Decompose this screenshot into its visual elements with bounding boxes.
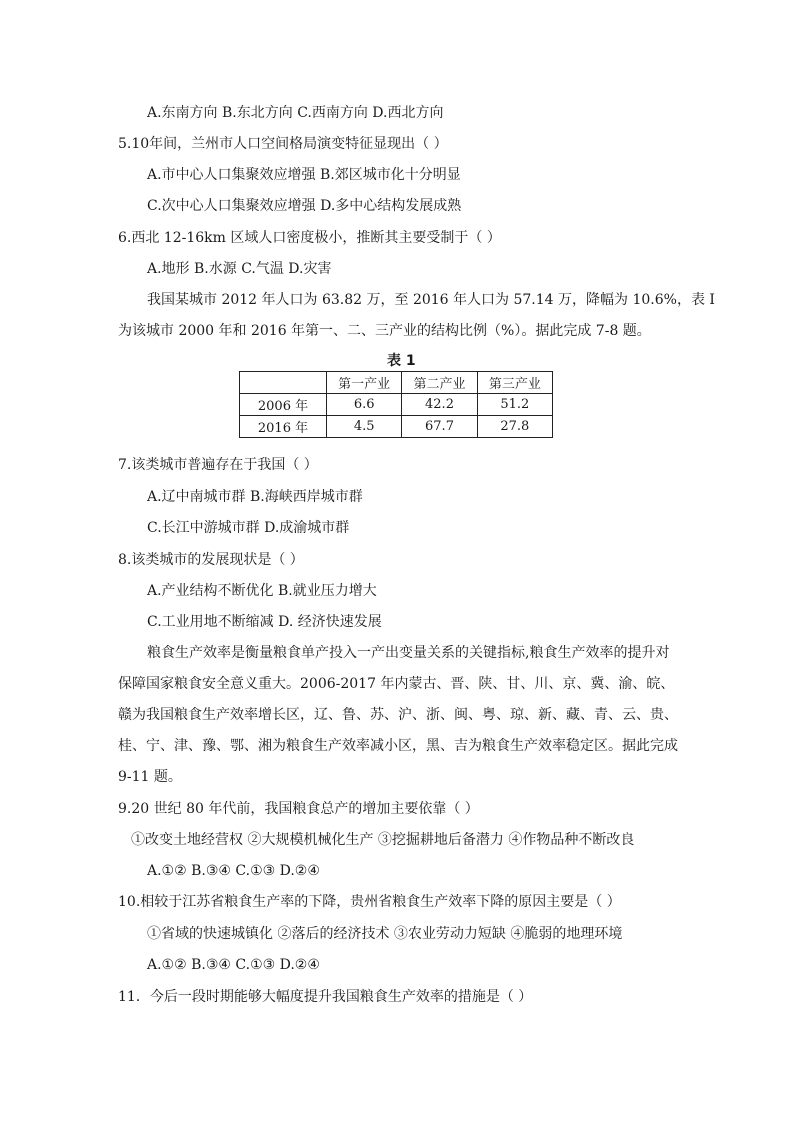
q7-options-ab: A.辽中南城市群 B.海峡西岸城市群 xyxy=(147,489,363,505)
q5-options-ab: A.市中心人口集聚效应增强 B.郊区城市化十分明显 xyxy=(147,167,461,183)
table-row xyxy=(240,394,553,416)
table-header-tertiary: 第三产业 xyxy=(477,372,552,394)
q8-options-ab: A.产业结构不断优化 B.就业压力增大 xyxy=(147,583,377,599)
table-cell: 6.6 xyxy=(327,394,402,416)
passage2-line1: 粮食生产效率是衡量粮食单产投入一产出变量关系的关键指标,粮食生产效率的提升对 xyxy=(147,645,670,661)
q5-options-cd: C.次中心人口集聚效应增强 D.多中心结构发展成熟 xyxy=(147,198,462,214)
passage2-line3: 赣为我国粮食生产效率增长区，辽、鲁、苏、沪、浙、闽、粤、琼、新、藏、青、云、贵、 xyxy=(118,707,678,723)
table-cell-year: 2016 年 xyxy=(240,416,327,438)
q7-stem: 7.该类城市普遍存在于我国（ ） xyxy=(118,457,318,473)
q5-stem: 5.10年间，兰州市人口空间格局演变特征显现出（ ） xyxy=(118,136,448,152)
table-title: 表 1 xyxy=(387,353,416,369)
table-header-blank xyxy=(240,372,327,394)
q9-stem: 9.20 世纪 80 年代前，我国粮食总产的增加主要依靠（ ） xyxy=(118,801,479,817)
passage1-line1: 我国某城市 2012 年人口为 63.82 万，至 2016 年人口为 57.14 万，降幅为 10.6%，表 I xyxy=(147,292,715,308)
table-header-row xyxy=(240,372,553,394)
q4-options: A.东南方向 B.东北方向 C.西南方向 D.西北方向 xyxy=(147,105,444,121)
table-cell: 67.7 xyxy=(402,416,477,438)
q10-statements: ①省域的快速城镇化 ②落后的经济技术 ③农业劳动力短缺 ④脆弱的地理环境 xyxy=(147,926,623,942)
table-row xyxy=(240,416,553,438)
table-cell: 42.2 xyxy=(402,394,477,416)
q10-options: A.①② B.③④ C.①③ D.②④ xyxy=(147,957,320,973)
q8-options-cd: C.工业用地不断缩减 D. 经济快速发展 xyxy=(147,614,382,630)
industry-structure-table xyxy=(239,371,553,438)
q10-stem: 10.相较于江苏省粮食生产率的下降，贵州省粮食生产效率下降的原因主要是（ ） xyxy=(118,894,621,910)
q6-options: A.地形 B.水源 C.气温 D.灾害 xyxy=(147,261,332,277)
table-cell: 51.2 xyxy=(477,394,552,416)
q9-options: A.①② B.③④ C.①③ D.②④ xyxy=(147,863,320,879)
q7-options-cd: C.长江中游城市群 D.成渝城市群 xyxy=(147,520,350,536)
table-cell-year: 2006 年 xyxy=(240,394,327,416)
table-cell: 27.8 xyxy=(477,416,552,438)
table-cell: 4.5 xyxy=(327,416,402,438)
table-header-secondary: 第二产业 xyxy=(402,372,477,394)
q11-stem: 11．今后一段时期能够大幅度提升我国粮食生产效率的措施是（ ） xyxy=(118,989,533,1005)
q6-stem: 6.西北 12-16km 区域人口密度极小，推断其主要受制于（ ） xyxy=(118,230,501,246)
passage2-line4: 桂、宁、津、豫、鄂、湘为粮食生产效率减小区，黑、吉为粮食生产效率稳定区。据此完成 xyxy=(118,738,678,754)
q9-statements: ①改变土地经营权 ②大规模机械化生产 ③挖掘耕地后备潜力 ④作物品种不断改良 xyxy=(131,832,635,848)
passage2-line2: 保障国家粮食安全意义重大。2006-2017 年内蒙古、晋、陕、甘、川、京、冀、渝、皖、 xyxy=(118,676,675,692)
passage2-line5: 9-11 题。 xyxy=(118,769,182,785)
q8-stem: 8.该类城市的发展现状是（ ） xyxy=(118,552,304,568)
table-header-primary: 第一产业 xyxy=(327,372,402,394)
passage1-line2: 为该城市 2000 年和 2016 年第一、二、三产业的结构比例（%）。据此完成 7-8 题。 xyxy=(118,323,651,339)
